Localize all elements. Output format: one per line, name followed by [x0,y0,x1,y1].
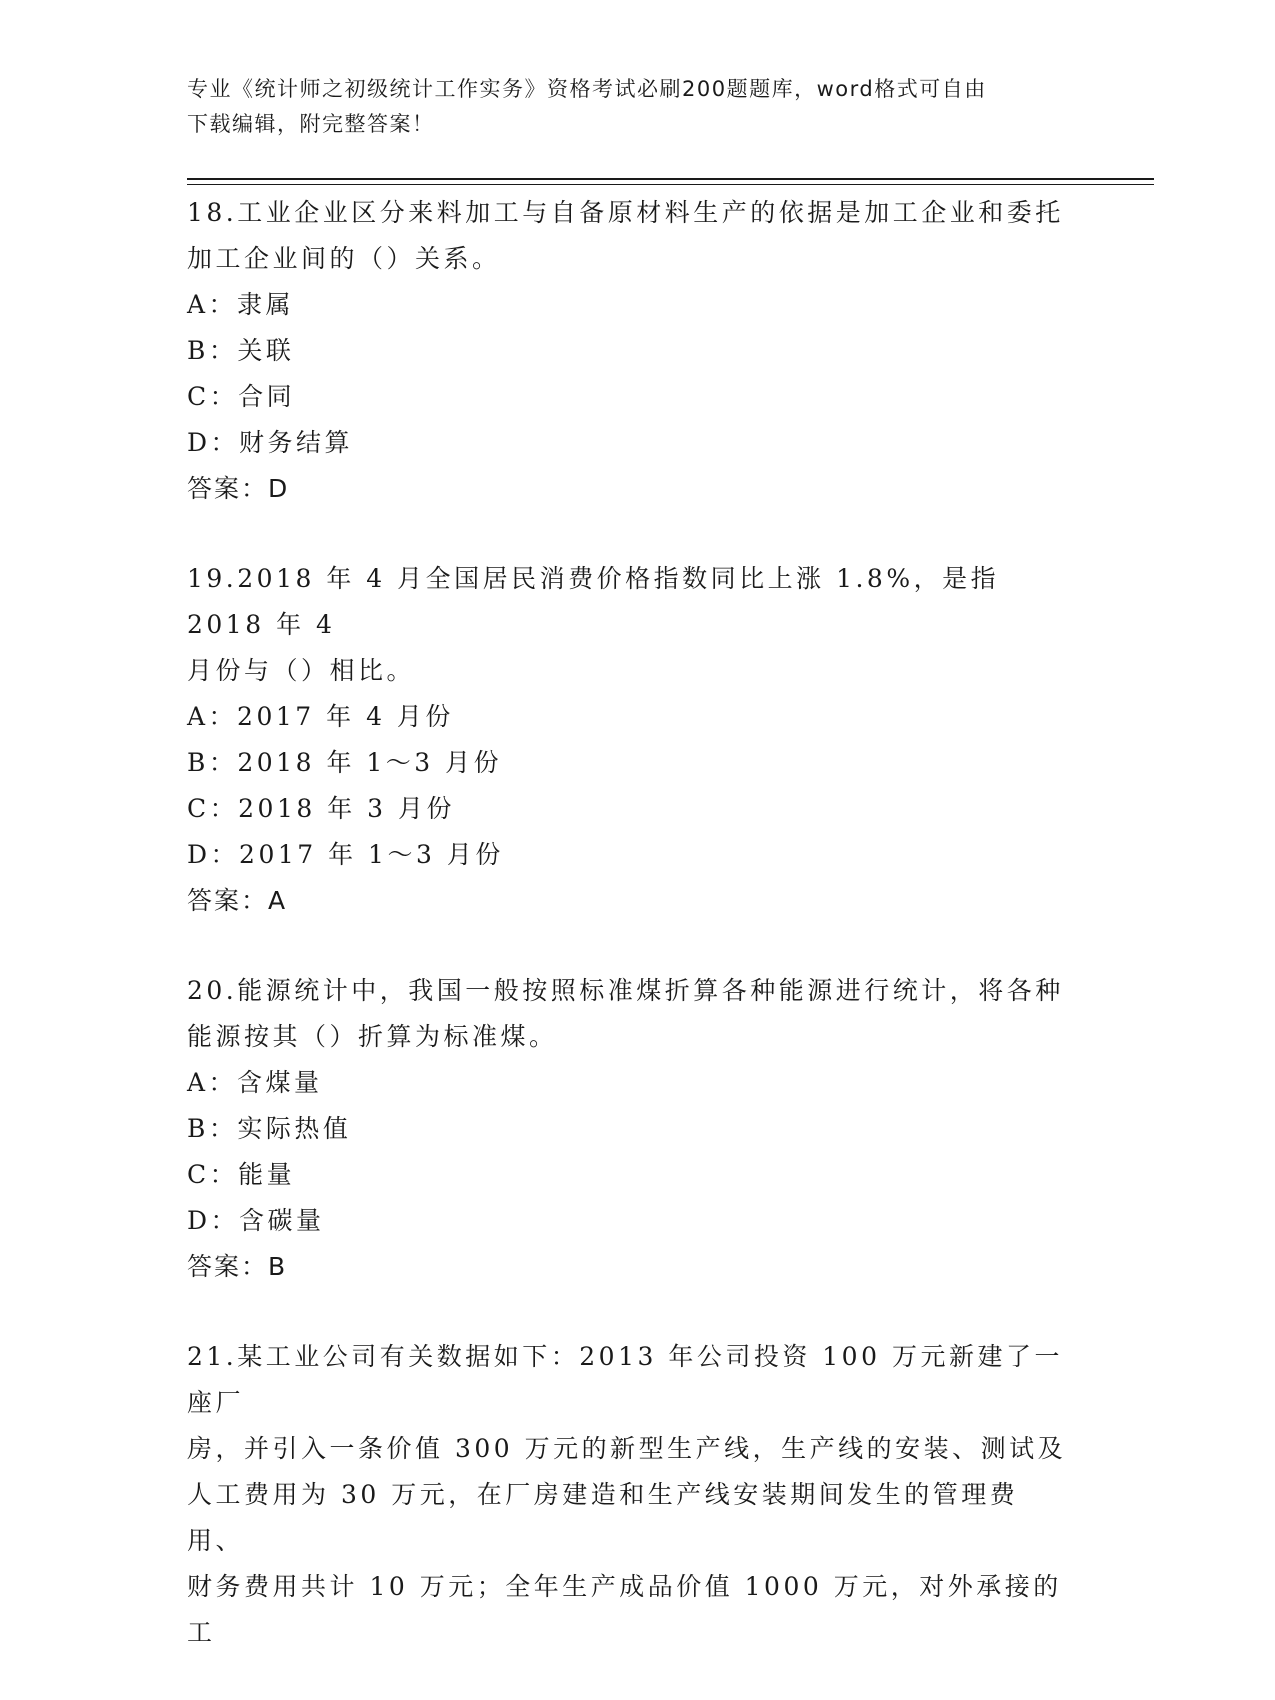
header-divider-thick [187,178,1154,180]
option-c: C：合同 [187,382,296,411]
question-stem-line: 财务费用共计 10 万元；全年生产成品价值 1000 万元，对外承接的工 [187,1572,1062,1647]
answer-line [187,878,1067,924]
option-a: A：2017 年 4 月份 [187,702,454,731]
question-21 [187,1334,1067,1656]
answer-line [187,466,1067,512]
question-stem-line: 加工企业间的（）关系。 [187,244,501,273]
option-a: A：含煤量 [187,1068,323,1097]
question-stem-line: 21.某工业公司有关数据如下：2013 年公司投资 100 万元新建了一座厂 [187,1342,1063,1417]
answer-label: 答案： [187,886,269,915]
option-b: B：实际热值 [187,1114,352,1143]
document-header [187,72,1067,142]
question-list [187,190,1067,1700]
question-stem [187,968,1067,1060]
header-line-2: 下载编辑，附完整答案！ [187,112,435,136]
option-d: D：含碳量 [187,1206,325,1235]
answer-label: 答案： [187,474,269,503]
question-stem-line: 18.工业企业区分来料加工与自备原材料生产的依据是加工企业和委托 [187,198,1064,227]
header-line-1: 专业《统计师之初级统计工作实务》资格考试必刷200题题库，word格式可自由 [187,77,987,101]
answer-value: B [268,1252,288,1281]
question-stem-line: 能源按其（）折算为标准煤。 [187,1022,558,1051]
option-b: B：2018 年 1～3 月份 [187,748,503,777]
question-stem [187,190,1067,282]
question-stem [187,556,1067,694]
option-a: A：隶属 [187,290,295,319]
answer-line [187,1244,1067,1290]
option-d: D：2017 年 1～3 月份 [187,840,504,869]
option-c: C：2018 年 3 月份 [187,794,455,823]
question-18 [187,190,1067,512]
question-20 [187,968,1067,1290]
option-b: B：关联 [187,336,295,365]
question-stem [187,1334,1067,1656]
option-c: C：能量 [187,1160,296,1189]
question-stem-line: 20.能源统计中，我国一般按照标准煤折算各种能源进行统计，将各种 [187,976,1064,1005]
question-stem-line: 房，并引入一条价值 300 万元的新型生产线，生产线的安装、测试及 [187,1434,1067,1463]
answer-label: 答案： [187,1252,269,1281]
answer-value: A [268,886,288,915]
question-19 [187,556,1067,924]
option-d: D：财务结算 [187,428,354,457]
question-stem-line: 19.2018 年 4 月全国居民消费价格指数同比上涨 1.8%，是指 2018 年 4 [187,564,1000,639]
answer-value: D [268,474,290,503]
question-stem-line: 月份与（）相比。 [187,656,416,685]
header-divider-thin [187,184,1154,185]
question-stem-line: 人工费用为 30 万元，在厂房建造和生产线安装期间发生的管理费用、 [187,1480,1019,1555]
